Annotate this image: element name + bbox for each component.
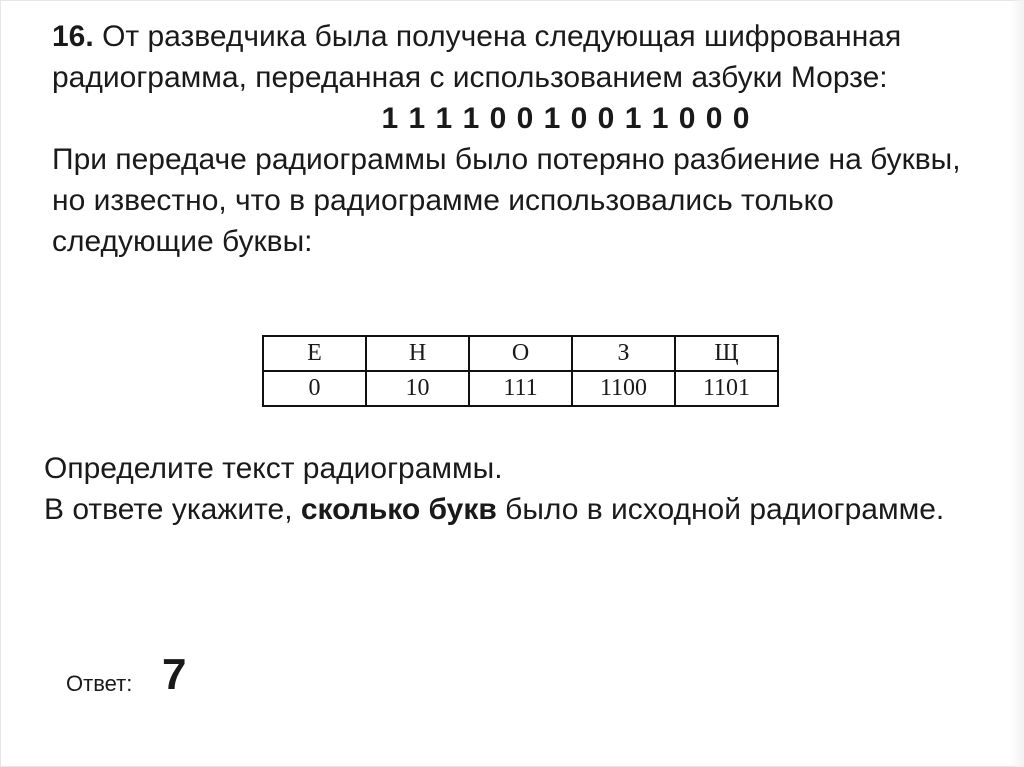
answer-value: 7 (162, 650, 187, 699)
code-cell: 1101 (675, 371, 778, 406)
code-cell: 111 (469, 371, 572, 406)
letter-cell: Н (366, 336, 469, 371)
code-cell: 10 (366, 371, 469, 406)
question-line-2 (44, 489, 994, 530)
morse-code-table (262, 335, 779, 407)
code-cell: 1100 (572, 371, 675, 406)
problem-intro (52, 16, 1002, 98)
problem-text (52, 16, 1002, 262)
question-emphasis: сколько букв (300, 493, 497, 526)
intro-text: От разведчика была получена следующая шифрованная радиограмма, переданная с использованием азбуки Морзе: (52, 20, 902, 94)
radiogram-code: 1 1 1 1 0 0 1 0 0 1 1 0 0 0 (381, 102, 751, 135)
problem-statement: При передаче радиограммы было потеряно разбиение на буквы, но известно, что в радиограмме использовались только следующие буквы: (52, 143, 961, 258)
question-line-1: Определите текст радиограммы. (44, 452, 503, 485)
letter-cell: Щ (675, 336, 778, 371)
question-text (44, 448, 994, 530)
question-line-2-end: было в исходной радиограмме. (496, 493, 945, 526)
slide-edge-shadow (1010, 0, 1024, 767)
problem-number: 16. (52, 20, 94, 53)
letter-cell: О (469, 336, 572, 371)
question-line-2-start: В ответе укажите, (44, 493, 301, 526)
code-cell: 0 (263, 371, 366, 406)
codes-row (263, 371, 778, 406)
letters-row (263, 336, 778, 371)
letter-cell: З (572, 336, 675, 371)
letter-cell: Е (263, 336, 366, 371)
answer-label: Ответ: (66, 671, 133, 696)
